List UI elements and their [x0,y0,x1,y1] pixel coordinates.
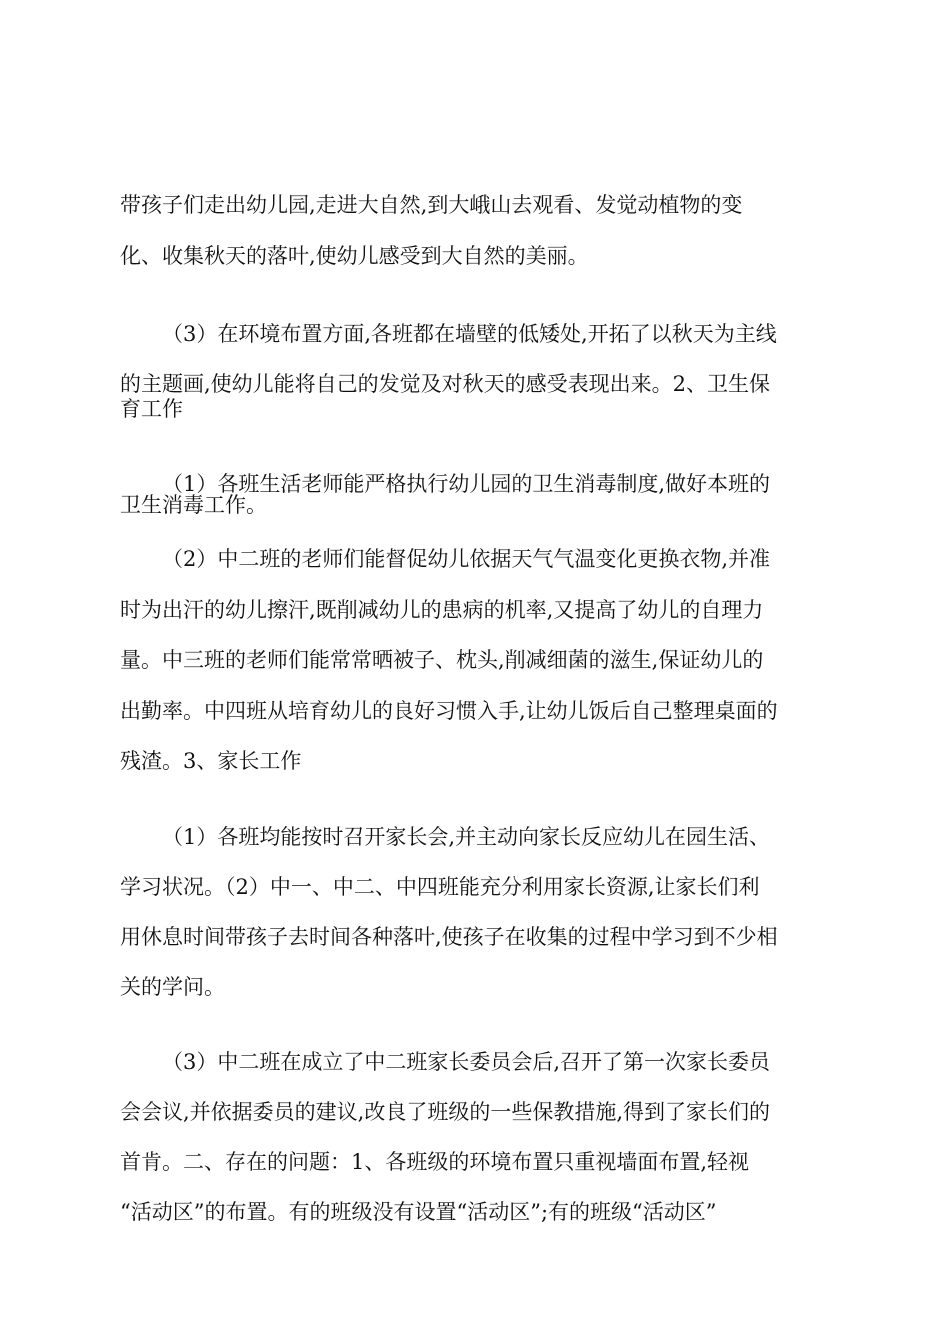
text-line: “活动区”的布置。有的班级没有设置“活动区”;有的班级“活动区” [120,1200,717,1224]
text-line: （2）中二班的老师们能督促幼儿依据天气气温变化更换衣物,并准 [162,547,771,571]
text-line: 首肯。二、存在的问题：1、各班级的环境布置只重视墙面布置,轻视 [120,1150,750,1174]
text-line: 用休息时间带孩子去时间各种落叶,使孩子在收集的过程中学习到不少相 [120,925,778,949]
text-line: 育工作 [120,397,183,421]
text-line: 残渣。3、家长工作 [120,749,302,773]
text-line: 带孩子们走出幼儿园,走进大自然,到大峨山去观看、发觉动植物的变 [120,193,743,217]
text-line: 出勤率。中四班从培育幼儿的良好习惯入手,让幼儿饭后自己整理桌面的 [120,699,778,723]
text-line: 的主题画,使幼儿能将自己的发觉及对秋天的感受表现出来。2、卫生保 [120,372,771,396]
text-line: 化、收集秋天的落叶,使幼儿感受到大自然的美丽。 [120,244,589,268]
text-line: 量。中三班的老师们能常常晒被子、枕头,削减细菌的滋生,保证幼儿的 [120,648,764,672]
text-line: 关的学问。 [120,975,225,999]
text-line: 卫生消毒工作。 [120,493,267,517]
text-line: （1）各班均能按时召开家长会,并主动向家长反应幼儿在园生活、 [162,825,771,849]
text-line: 学习状况。（2）中一、中二、中四班能充分利用家长资源,让家长们利 [120,875,760,899]
text-line: （3）中二班在成立了中二班家长委员会后,召开了第一次家长委员 [162,1050,771,1074]
text-line: （3）在环境布置方面,各班都在墙壁的低矮处,开拓了以秋天为主线 [162,322,777,346]
text-line: （1）各班生活老师能严格执行幼儿园的卫生消毒制度,做好本班的 [162,472,771,496]
text-line: 时为出汗的幼儿擦汗,既削减幼儿的患病的机率,又提高了幼儿的自理力 [120,598,764,622]
text-line: 会会议,并依据委员的建议,改良了班级的一些保教措施,得到了家长们的 [120,1100,771,1124]
